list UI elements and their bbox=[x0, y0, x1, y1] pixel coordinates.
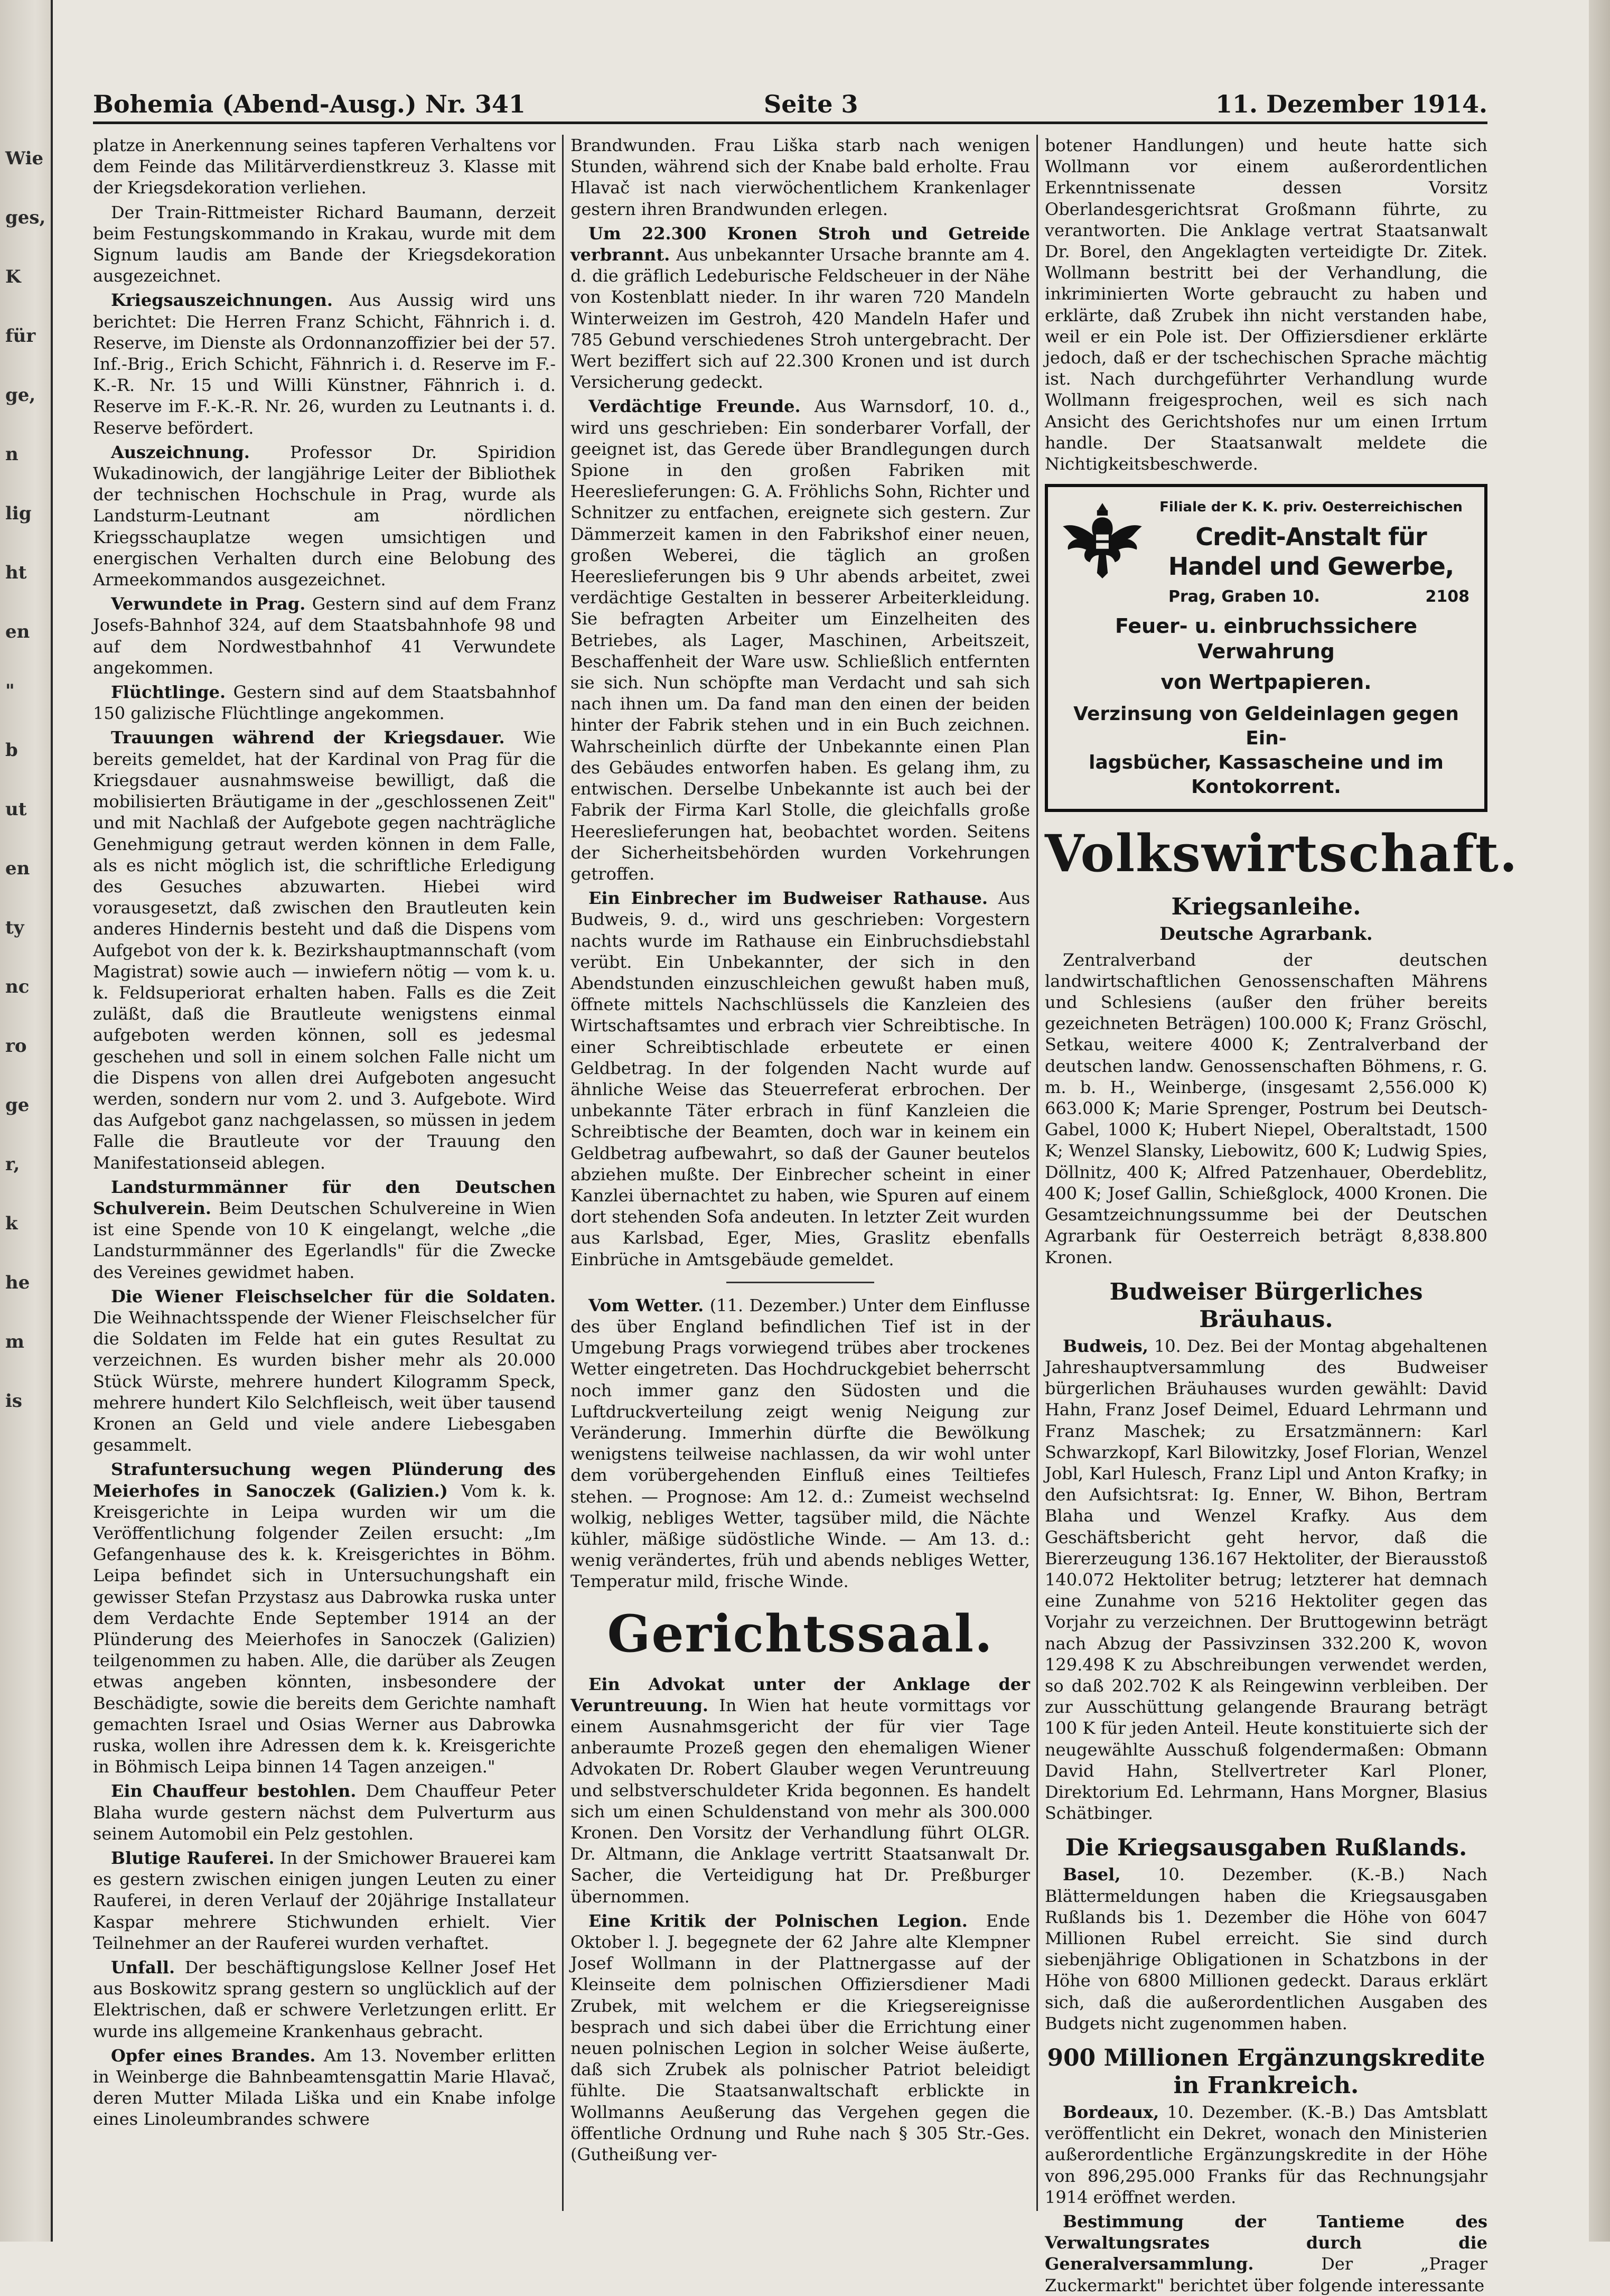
article-text: platze in Anerkennung seines tapferen Verhaltens vor dem Feinde das Militärverdienstkreuz 3. Klasse mit der Kriegsdekoration verliehen. bbox=[93, 135, 556, 198]
article-paragraph bbox=[93, 202, 556, 287]
article-paragraph bbox=[93, 1177, 556, 1283]
header-date: 11. Dezember 1914. bbox=[1215, 90, 1487, 118]
article-paragraph bbox=[570, 396, 1030, 884]
article-text: Der „Prager Zuckermarkt" berichtet über folgende interessante bbox=[1045, 2254, 1487, 2295]
column-rule-2 bbox=[1036, 135, 1038, 2211]
article-headline: Ein Einbrecher im Budweiser Rathause. bbox=[588, 888, 988, 909]
article-paragraph bbox=[93, 1847, 556, 1954]
article-paragraph bbox=[1045, 949, 1487, 1268]
article-headline: Vom Wetter. bbox=[588, 1295, 704, 1315]
article-text: Gestern sind auf dem Franz Josefs-Bahnhof 324, auf dem Staatsbahnhofe 98 und auf dem Nordwestbahnhof 41 Verwundete angekommen. bbox=[93, 594, 556, 678]
article-headline: Ein Chauffeur bestohlen. bbox=[111, 1781, 357, 1802]
edge-fragment: en bbox=[5, 621, 30, 642]
article-text: Dem Chauffeur Peter Blaha wurde gestern nächst dem Pulverturm aus seinem Automobil ein Pelz gestohlen. bbox=[93, 1781, 556, 1844]
ad-safe-deposit-2: von Wertpapieren. bbox=[1160, 670, 1372, 694]
article-text: Beim Deutschen Schulvereine in Wien ist eine Spende von 10 K eingelangt, welche „die Landsturmmänner des Egerlandls" für die Zwecke des Vereines gewidmet haben. bbox=[93, 1198, 556, 1282]
article-text: Zentralverband der deutschen landwirtschaftlichen Genossenschaften Mährens und Schlesiens (außer den früher bereits gezeichneten Beträgen) 100.000 K; Franz Gröschl, Setkau, weitere 4000 K; Zentralverband der deutschen landw. Genossenschaften Böhmens, r. G. m. b. H., Weinberge, (insgesamt 2,556.000 K) 663.000 K; Marie Sprenger, Postrum bei Deutsch-Gabel, 1000 K; Hubert Niepel, Oberaltstadt, 1500 K; Wenzel Slansky, Liebowitz, 600 K; Ludwig Spies, Döllnitz, 400 K; Alfred Patzenhauer, Oberdeblitz, 400 K; Josef Gallin, Schießglock, 4000 Kronen. Die Gesamtzeichnungssumme bei der Deutschen Agrarbank für Oesterreich beträgt 8,838.800 Kronen. bbox=[1045, 949, 1487, 1267]
ad-bank-branch: Filiale der K. K. priv. Oesterreichischen bbox=[1159, 499, 1463, 516]
article-text: 10. Dezember. (K.-B.) Das Amtsblatt veröffentlicht ein Dekret, wonach den Ministerien außerordentliche Ergänzungskredite in der Höhe von 896,295.000 Franks für das Rechnungsjahr 1914 eröffnet werden. bbox=[1045, 2102, 1487, 2207]
article-paragraph bbox=[93, 2045, 556, 2130]
article-headline: Landsturmmänner für den Deutschen Schulverein. bbox=[93, 1177, 556, 1218]
edge-fragment: is bbox=[5, 1390, 23, 1412]
article-text: Wie bereits gemeldet, hat der Kardinal von Prag für die Kriegsdauer ausnahmsweise bewilligt, daß die mobilisierten Bräutigame in der „geschlossenen Zeit" und mit Nachlaß der Aufgebote gegen nachträgliche Genehmigung getraut werden können in dem Falle, als es nicht möglich ist, die schriftliche Erledigung des Gesuches abzuwarten. Hiebei wird vorausgesetzt, daß zwischen den Brautleuten kein anderes Hindernis besteht und daß die Dispens vom Aufgebot von der k. k. Bezirkshauptmannschaft (vom Magistrat) sowie auch — inwiefern nötig — vom k. u. k. Feldsuperiorat erhalten haben. Falls es die Zeit zuläßt, daß die Brautleute wenigstens einmal aufgeboten werden können, soll es jedesmal geschehen und soll in einem solchen Falle nicht um die Dispens von allen drei Aufgeboten angesucht werden, sondern nur vom 2. und 3. Aufgebote. Wird das Aufgebot ganz nachgelassen, so müssen in jedem Falle die Brautleute vor der Trauung den Manifestationseid ablegen. bbox=[93, 727, 556, 1173]
article-text: Aus Aussig wird uns berichtet: Die Herren Franz Schicht, Fähnrich i. d. Reserve, im Dienste als Ordonnanzoffizier bei der 57. Inf.-Brig., Erich Schicht, Fähnrich i. d. Reserve im F.-K.-R. Nr. 15 und Willi Künstner, Fähnrich i. d. Reserve im F.-K.-R. Nr. 26, wurden zu Leutnants i. d. Reserve befördert. bbox=[93, 290, 556, 438]
article-paragraph bbox=[93, 1286, 556, 1456]
article-text: Der Train-Rittmeister Richard Baumann, derzeit beim Festungskommando in Krakau, wurde mit dem Signum laudis am Bande der Kriegsdekoration ausgezeichnet. bbox=[93, 202, 556, 286]
edge-fragment: n bbox=[5, 444, 18, 465]
edge-fragment: en bbox=[5, 858, 30, 879]
article-paragraph bbox=[1045, 2211, 1487, 2296]
article-paragraph bbox=[570, 1674, 1030, 1907]
article-text: Aus unbekannter Ursache brannte am 4. d. die gräflich Ledeburische Feldscheuer in der Nähe von Kostenblatt nieder. In ihr waren 720 Mandeln Winterweizen im Gestroh, 420 Mandeln Hafer und 785 Gebund verschiedenes Stroh untergebracht. Der Wert beziffert sich auf 22.300 Kronen und ist durch Versicherung gedeckt. bbox=[570, 245, 1030, 393]
edge-fragment: ht bbox=[5, 562, 27, 583]
article-paragraph bbox=[570, 1910, 1030, 2165]
article-paragraph bbox=[93, 442, 556, 590]
edge-fragment: ge bbox=[5, 1095, 30, 1116]
article-text: Der beschäftigungslose Kellner Josef Het aus Boskowitz sprang gestern so unglücklich auf der Elektrischen, daß er schwere Verletzungen erlitt. Er wurde ins allgemeine Krankenhaus gebracht. bbox=[93, 1957, 556, 2041]
header-publication: Bohemia (Abend-Ausg.) Nr. 341 bbox=[93, 90, 526, 118]
ad-interest-3: Kontokorrent. bbox=[1191, 776, 1341, 798]
article-paragraph bbox=[93, 727, 556, 1173]
edge-fragment: b bbox=[5, 740, 18, 761]
ad-bank-name: Credit-Anstalt für Handel und Gewerbe, bbox=[1168, 522, 1454, 581]
column-2 bbox=[570, 135, 1030, 2211]
article-paragraph bbox=[570, 888, 1030, 1270]
advertisement-credit-anstalt bbox=[1045, 484, 1487, 811]
page-header bbox=[93, 74, 1487, 124]
article-text: 10. Dez. Bei der Montag abgehaltenen Jahreshauptversammlung des Budweiser bürgerlichen Bräuhauses wurden gewählt: David Hahn, Franz Josef Deimel, Eduard Lehrmann und Franz Maschek; zu Ersatzmännern: Karl Schwarzkopf, Karl Bilowitzky, Josef Florian, Wenzel Jobl, Karl Hulesch, Franz Lipl und Anton Krafky; in den Aufsichtsrat: Ig. Enner, W. Bihon, Bertram Blaha und Wenzel Krafky. Aus dem Geschäftsbericht geht hervor, daß die Biererzeugung 136.167 Hektoliter, der Bierausstoß 140.072 Hektoliter betrug; letzterer hat demnach eine Zunahme von 5216 Hektoliter gegen das Vorjahr zu verzeichnen. Der Bruttogewinn beträgt nach Abzug der Passivzinsen 332.200 K, wovon 129.498 K zu Abschreibungen verwendet werden, so daß 202.702 K als Reingewinn verbleiben. Der zur Ausschüttung gelangende Braurang beträgt 100 K für jeden Anteil. Heute konstituierte sich der neugewählte Ausschuß folgendermaßen: Obmann David Hahn, Stellvertreter Karl Ploner, Direktorium Ed. Lehrmann, Hans Morgner, Blasius Schätbinger. bbox=[1045, 1336, 1487, 1824]
article-text: Brandwunden. Frau Liška starb nach wenigen Stunden, während sich der Knabe bald erholte. Frau Hlavač ist nach vierwöchentlichem Krankenlager gestern ihren Brandwunden erlegen. bbox=[570, 135, 1030, 219]
article-text: Aus Warnsdorf, 10. d., wird uns geschrieben: Ein sonderbarer Vorfall, der geeignet ist, das Gerede über Brandlegungen durch Spione in den großen Fabriken mit Heereslieferungen: G. A. Fröhlichs Sohn, Richter und Schnitzer zu entfachen, ereignete sich gestern. Zur Dämmerzeit kamen in den Fabrikshof einer neuen, großen Weberei, die täglich an großen Heereslieferungen bis 9 Uhr abends arbeitet, zwei verdächtige Gestalten in besserer Arbeiterkleidung. Sie befragten Arbeiter um Einzelheiten des Betriebes, als Lager, Maschinen, Arbeitszeit, Beschaffenheit der Ware usw. Schließlich entfernten sie sich. Nun schöpfte man Verdacht und sah sich nach ihnen um. Da fand man den einen der beiden hinter der Fabrik stehen und in ein Buch zeichnen. Wahrscheinlich dürfte der Unbekannte einen Plan des Gebäudes entworfen haben. Es gelang ihm, zu entwischen. Derselbe Unbekannte ist auch bei der Fabrik der Firma Karl Stolle, die gleichfalls große Heereslieferungen hat, beobachtet worden. Seitens der Sicherheitsbehörden wurden Vorkehrungen getroffen. bbox=[570, 396, 1031, 884]
article-paragraph bbox=[1045, 2102, 1487, 2208]
article-paragraph bbox=[93, 1780, 556, 1844]
column-1 bbox=[93, 135, 556, 2211]
article-text: Aus Budweis, 9. d., wird uns geschrieben: Vorgestern nachts wurde im Rathause ein Einbruchsdiebstahl verübt. Ein Unbekannter, der sich in den Abendstunden einzuschleichen gewußt haben muß, öffnete mittels Nachschlüssels die Kanzleien des Wirtschaftsamtes und erbrach vier Schreibtische. In einer Schreibtischlade erbeutete er einen Geldbetrag. In der folgenden Nacht wurde auf ähnliche Weise das Steuerreferat erbrochen. Der unbekannte Täter erbrach in fünf Kanzleien die Schreibtische der Beamten, doch war in keinem ein Geldbetrag aufbewahrt, so daß der Gauner beutelos abziehen mußte. Der Einbrecher scheint in einer Kanzlei übernachtet zu haben, wie Spuren auf einem dort stehenden Sofa andeuten. In letzter Zeit wurden aus Karlsbad, Eger, Mies, Graslitz ebenfalls Einbrüche in Amtsgebäude gemeldet. bbox=[570, 888, 1031, 1270]
article-paragraph bbox=[93, 290, 556, 438]
header-page-number: Seite 3 bbox=[764, 90, 858, 118]
left-page-edge bbox=[0, 0, 53, 2242]
article-headline: Unfall. bbox=[111, 1957, 175, 1978]
article-paragraph bbox=[93, 1957, 556, 2042]
article-headline: Verwundete in Prag. bbox=[111, 594, 306, 614]
article-text: botener Handlungen) und heute hatte sich Wollmann vor einem außerordentlichen Erkenntnissenate dessen Vorsitz Oberlandesgerichtsrat Großmann führte, zu verantworten. Die Anklage vertrat Staatsanwalt Dr. Borel, den Angeklagten verteidigte Dr. Zitek. Wollmann bestritt bei der Verhandlung, die inkriminierten Worte gebraucht zu haben und erklärte, daß Zrubek ihn nicht verstanden habe, weil er ein Pole ist. Der Offiziersdiener erklärte jedoch, daß er der tschechischen Sprache mächtig ist. Nach durchgeführter Verhandlung wurde Wollmann freigesprochen, weil es sich nach Ansicht des Gerichtshofes nur um einen Irrtum handle. Der Staatsanwalt meldete die Nichtigkeitsbeschwerde. bbox=[1045, 135, 1487, 474]
article-headline: Die Wiener Fleischselcher für die Soldaten. bbox=[111, 1286, 556, 1306]
ad-phone: 2108 bbox=[1425, 587, 1469, 606]
article-paragraph bbox=[570, 1295, 1030, 1592]
edge-fragment: he bbox=[5, 1272, 30, 1293]
article-paragraph bbox=[93, 135, 556, 199]
edge-fragment: K bbox=[5, 266, 21, 287]
article-headline: Verdächtige Freunde. bbox=[588, 396, 801, 417]
edge-fragment: Wie bbox=[5, 148, 44, 169]
article-headline: Um 22.300 Kronen Stroh und Getreide verbrannt. bbox=[570, 223, 1030, 265]
edge-fragment: nc bbox=[5, 976, 30, 997]
ad-interest-1: Verzinsung von Geldeinlagen gegen Ein- bbox=[1073, 703, 1459, 749]
article-headline: Kriegsauszeichnungen. bbox=[111, 290, 333, 311]
column-3-top bbox=[1045, 135, 1487, 474]
article-text: 10. Dezember. (K.-B.) Nach Blättermeldungen haben die Kriegsausgaben Rußlands bis 1. Dezember die Höhe von 6047 Millionen Rubel erreicht. Sie sind durch siebenjährige Obligationen in Schatzbons in der Höhe von 6800 Millionen gedeckt. Daraus erklärt sich, daß die außerordentlichen Ausgaben des Budgets nicht zugenommen haben. bbox=[1045, 1864, 1487, 2033]
edge-fragment: ut bbox=[5, 799, 27, 820]
article-paragraph bbox=[570, 223, 1030, 393]
article-headline: Blutige Rauferei. bbox=[111, 1848, 275, 1869]
column-3 bbox=[1045, 135, 1519, 2295]
article-headline: Strafuntersuchung wegen Plünderung des Meierhofes in Sanoczek (Galizien.) bbox=[93, 1459, 556, 1501]
article-paragraph bbox=[93, 593, 556, 678]
article-paragraph bbox=[570, 135, 1030, 220]
article-text: Ende Oktober l. J. begegnete der 62 Jahre alte Klempner Josef Wollmann in der Plattnergasse auf der Kleinseite dem polnischen Offiziersdiener Madi Zrubek, mit welchem er die Kriegsereignisse besprach und sich dabei über die Errichtung einer neuen polnischen Legion in solcher Weise äußerte, daß sich Zrubek als polnischer Patriot beleidigt fühlte. Die Staatsanwaltschaft erblickte in Wollmanns Aeußerung das Vergehen gegen die öffentliche Ordnung und Ruhe nach § 305 Str.-Ges. (Gutheißung ver- bbox=[570, 1910, 1031, 2165]
ad-interest-2: lagsbücher, Kassascheine und im bbox=[1089, 751, 1444, 773]
edge-fragment: ty bbox=[5, 917, 24, 938]
edge-fragment: für bbox=[5, 325, 36, 347]
article-headline: Opfer eines Brandes. bbox=[111, 2045, 316, 2066]
column-rule-1 bbox=[562, 135, 564, 2211]
edge-fragment: lig bbox=[5, 503, 32, 524]
article-paragraph bbox=[1045, 135, 1487, 474]
article-text: Professor Dr. Spiridion Wukadinowich, der langjährige Leiter der Bibliothek der technischen Hochschule in Prag, wurde als Landsturm-Leutnant am nördlichen Kriegsschauplatze wegen umsichtigen und energischen Verhalten durch eine Belobung des Armeekommandos ausgezeichnet. bbox=[93, 442, 556, 590]
article-headline: Budweis, bbox=[1063, 1336, 1148, 1356]
article-paragraph bbox=[93, 1459, 556, 1777]
article-headline: Auszeichnung. bbox=[111, 442, 250, 462]
article-title: Die Kriegsausgaben Rußlands. bbox=[1065, 1834, 1467, 1862]
article-headline: Basel, bbox=[1063, 1864, 1121, 1885]
ad-address: Prag, Graben 10. bbox=[1168, 587, 1320, 606]
edge-fragment: ro bbox=[5, 1035, 27, 1057]
article-paragraph bbox=[93, 682, 556, 724]
article-subtitle: Deutsche Agrarbank. bbox=[1159, 923, 1373, 945]
article-headline: Ein Advokat unter der Anklage der Veruntreuung. bbox=[570, 1674, 1030, 1715]
article-text: Am 13. November erlitten in Weinberge die Bahnbeamtensgattin Marie Hlavač, deren Mutter Milada Liška und ein Knabe infolge eines Linoleumbrandes schwere bbox=[93, 2045, 556, 2130]
article-text: In der Smichower Brauerei kam es gestern zwischen einigen jungen Leuten zu einer Rauferei, in deren Verlauf der 20jährige Installateur Kaspar mehrere Stichwunden erhielt. Vier Teilnehmer an der Rauferei wurden verhaftet. bbox=[93, 1848, 556, 1953]
edge-fragment: m bbox=[5, 1331, 24, 1352]
article-headline: Bordeaux, bbox=[1063, 2102, 1159, 2122]
column-3-bottom bbox=[1045, 823, 1519, 2296]
article-title: Budweiser Bürgerliches Bräuhaus. bbox=[1109, 1278, 1423, 1333]
right-page-edge bbox=[1589, 0, 1610, 2242]
article-text: (11. Dezember.) Unter dem Einflusse des über England befindlichen Tief ist in der Umgebung Prags vorwiegend trübes aber trockenes Wetter eingetreten. Das Hochdruckgebiet beherrscht noch immer ganz den Südosten und die Luftdruckverteilung zeigt wenig Neigung zur Veränderung. Immerhin dürfte die Bewölkung wenigstens teilweise nachlassen, da wir wohl unter dem vorübergehenden Einfluß eines Teiltiefes stehen. — Prognose: Am 12. d.: Zumeist wechselnd wolkig, nebliges Wetter, tagsüber mild, die Nächte kühler, mäßige südöstliche Winde. — Am 13. d.: wenig verändertes, früh und abends nebliges Wetter, Temperatur mild, frische Winde. bbox=[570, 1295, 1031, 1592]
article-text: Vom k. k. Kreisgerichte in Leipa wurden wir um die Veröffentlichung folgender Zeilen ersucht: „Im Gefangenhause des k. k. Kreisgerichtes in Böhm. Leipa befindet sich in Untersuchungshaft ein gewisser Stefan Przystasz aus Dabrowka ruska unter dem Verdachte Ende September 1914 an der Plünderung des Meierhofes in Sanoczek (Galizien) teilgenommen zu haben. Alle, die darüber als Zeugen etwas angeben könnten, insbesondere der Beschädigte, sowie die bereits dem Gerichte namhaft gemachten Israel und Osias Werner aus Dabrowka ruska, wollen ihre Adressen dem k. k. Kreisgerichte in Böhmisch Leipa binnen 14 Tagen anzeigen." bbox=[93, 1480, 556, 1777]
edge-fragment: k bbox=[5, 1213, 18, 1234]
article-headline: Eine Kritik der Polnischen Legion. bbox=[588, 1910, 968, 1931]
section-divider bbox=[726, 1282, 874, 1283]
article-headline: Bestimmung der Tantieme des Verwaltungsrates durch die Generalversammlung. bbox=[1045, 2211, 1487, 2274]
article-text: Gestern sind auf dem Staatsbahnhof 150 galizische Flüchtlinge angekommen. bbox=[93, 682, 556, 724]
section-title: Gerichtssaal. bbox=[607, 1603, 994, 1664]
article-text: In Wien hat heute vormittags vor einem Ausnahmsgericht der für vier Tage anberaumte Prozeß gegen den ehemaligen Wiener Advokaten Dr. Robert Glauber wegen Veruntreuung und selbstverschuldeter Krida begonnen. Es handelt sich um einen Schuldenstand von mehr als 300.000 Kronen. Den Vorsitz der Verhandlung führt OLGR. Dr. Altmann, die Anklage vertritt Staatsanwalt Dr. Sacher, die Verteidigung hat Dr. Preßburger übernommen. bbox=[570, 1695, 1030, 1907]
article-paragraph bbox=[1045, 1864, 1487, 2034]
article-paragraph bbox=[1045, 1336, 1487, 1824]
edge-fragment: r, bbox=[5, 1154, 20, 1175]
ad-safe-deposit-1: Feuer- u. einbruchssichere Verwahrung bbox=[1115, 614, 1418, 663]
edge-fragment: " bbox=[5, 680, 15, 702]
article-title: Kriegsanleihe. bbox=[1171, 893, 1361, 920]
article-headline: Flüchtlinge. bbox=[111, 682, 226, 703]
edge-fragment: ges, bbox=[5, 207, 46, 228]
section-title: Volkswirtschaft. bbox=[1045, 823, 1519, 883]
edge-fragment: ge, bbox=[5, 385, 36, 406]
article-text: Die Weihnachtsspende der Wiener Fleischselcher für die Soldaten im Felde hat ein gutes Resultat zu verzeichnen. Es wurden bisher mehr als 20.000 Stück Würste, mehrere hundert Kilogramm Speck, mehrere hundert Kilo Selchfleisch, weit über tausend Kronen an Geld und viele andere Liebesgaben gesammelt. bbox=[93, 1307, 556, 1455]
article-headline: Trauungen während der Kriegsdauer. bbox=[111, 727, 505, 748]
article-title: 900 Millionen Ergänzungskredite in Frankreich. bbox=[1047, 2045, 1485, 2099]
double-eagle-icon bbox=[1057, 494, 1147, 587]
